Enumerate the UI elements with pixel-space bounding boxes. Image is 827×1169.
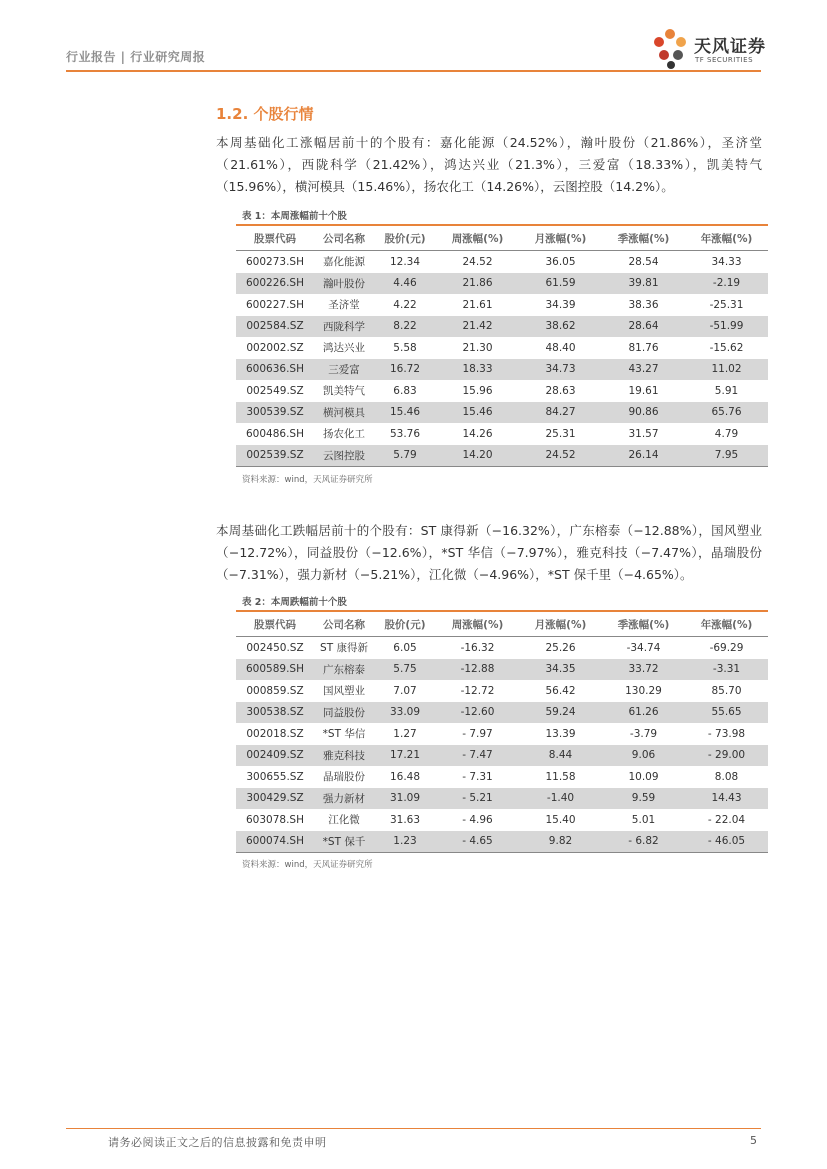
- table-cell: 15.96: [462, 384, 493, 397]
- table-cell: 002409.SZ: [236, 745, 314, 767]
- table-cell: 90.86: [602, 402, 685, 424]
- column-header: 股价(元): [374, 611, 436, 637]
- table-cell: 14.43: [685, 788, 768, 810]
- table-cell: -15.62: [709, 341, 744, 354]
- table-row: [236, 680, 768, 702]
- table-cell: 15.40: [545, 813, 576, 826]
- gainers-table: [236, 224, 768, 467]
- table-cell: - 7.97: [462, 727, 493, 740]
- table-cell: 21.86: [436, 273, 519, 295]
- page-number: 5: [750, 1134, 757, 1147]
- table-row: [236, 445, 768, 467]
- column-header: 月涨幅(%): [519, 225, 602, 251]
- table-cell: 扬农化工: [323, 428, 365, 441]
- table-cell: - 5.21: [436, 788, 519, 810]
- losers-paragraph: 本周基础化工跌幅居前十的个股有：ST 康得新（−16.32%），广东榕泰（−12.88%），国风塑业（−12.72%），同益股份（−12.6%），*ST 华信（−7.97%），雅克科技（−7.47%），晶瑞股份（−7.31%），强力新材（−5.21%），江化微（−4.96%），*ST 保千里（−4.65%）。: [216, 523, 762, 582]
- table-cell: 21.42: [436, 316, 519, 338]
- table-cell: 600273.SH: [246, 255, 304, 268]
- table-row: [236, 745, 768, 767]
- table-cell: - 4.65: [436, 831, 519, 853]
- company-logo: [650, 28, 770, 70]
- table-cell: 600226.SH: [236, 273, 314, 295]
- table-cell: 4.22: [393, 298, 417, 311]
- table-cell: 24.52: [462, 255, 493, 268]
- table1-source: 资料来源：wind，天风证券研究所: [242, 475, 373, 485]
- table-cell: 7.95: [685, 445, 768, 467]
- table-cell: -25.31: [709, 298, 744, 311]
- table-cell: - 73.98: [707, 727, 746, 740]
- table-cell: 云图控股: [314, 445, 374, 467]
- table-cell: 1.27: [393, 727, 417, 740]
- table-cell: 53.76: [389, 427, 421, 440]
- table-row: [236, 766, 768, 788]
- table-cell: 凯美特气: [323, 385, 365, 398]
- table-cell: 9.82: [519, 831, 602, 853]
- table-cell: 16.72: [374, 359, 436, 381]
- table-cell: 33.09: [374, 702, 436, 724]
- table-cell: 国风塑业: [323, 685, 365, 698]
- table-cell: 6.83: [393, 384, 417, 397]
- table-cell: -51.99: [685, 316, 768, 338]
- logo-subtext: TF SECURITIES: [695, 56, 754, 64]
- logo-mark-icon: [650, 28, 690, 70]
- table-cell: 28.63: [545, 384, 576, 397]
- table-cell: - 29.00: [685, 745, 768, 767]
- table-cell: 55.65: [685, 702, 768, 724]
- column-header: 公司名称: [314, 611, 374, 637]
- table-cell: 江化微: [328, 814, 360, 827]
- table-cell: - 7.47: [436, 745, 519, 767]
- table-header-row: [236, 225, 768, 251]
- table-cell: 8.08: [714, 770, 739, 783]
- table-cell: -2.19: [685, 273, 768, 295]
- table-cell: 34.35: [519, 659, 602, 681]
- table-cell: 4.79: [714, 427, 739, 440]
- table-cell: ST 康得新: [320, 642, 368, 655]
- table-row: [236, 294, 768, 316]
- table-cell: 28.54: [628, 255, 659, 268]
- column-header: 周涨幅(%): [436, 225, 519, 251]
- losers-table: [236, 610, 768, 853]
- table-cell: 002549.SZ: [246, 384, 304, 397]
- table-cell: 5.75: [374, 659, 436, 681]
- table-cell: 5.91: [714, 384, 739, 397]
- table-cell: 38.62: [519, 316, 602, 338]
- footer-divider: [66, 1128, 761, 1129]
- table-cell: -12.88: [436, 659, 519, 681]
- table-cell: 21.30: [462, 341, 493, 354]
- table-cell: 38.36: [628, 298, 659, 311]
- column-header: 季涨幅(%): [602, 225, 685, 251]
- table-cell: 28.64: [602, 316, 685, 338]
- table-row: [236, 723, 768, 745]
- table-cell: 12.34: [389, 255, 421, 268]
- table-row: [236, 273, 768, 295]
- table-cell: -3.31: [685, 659, 768, 681]
- table-cell: 14.20: [436, 445, 519, 467]
- table-cell: 15.46: [374, 402, 436, 424]
- table-cell: 5.01: [631, 813, 656, 826]
- table-cell: 11.58: [545, 770, 576, 783]
- table-cell: -69.29: [709, 641, 744, 654]
- table-cell: 14.26: [462, 427, 493, 440]
- table-row: [236, 423, 768, 445]
- table-cell: - 4.96: [462, 813, 493, 826]
- column-header: 公司名称: [314, 225, 374, 251]
- table-cell: 34.33: [711, 255, 742, 268]
- section-title: 1.2. 个股行情: [216, 105, 314, 123]
- table-header-row: [236, 611, 768, 637]
- table-row: [236, 809, 768, 831]
- table-cell: 5.58: [393, 341, 417, 354]
- table-cell: 43.27: [602, 359, 685, 381]
- table-cell: 5.79: [374, 445, 436, 467]
- table-row: [236, 337, 768, 359]
- table-cell: -3.79: [629, 727, 658, 740]
- table-cell: 81.76: [628, 341, 659, 354]
- table-cell: 300538.SZ: [236, 702, 314, 724]
- table-cell: 7.07: [393, 684, 417, 697]
- table-cell: 9.06: [602, 745, 685, 767]
- breadcrumb: 行业报告 | 行业研究周报: [66, 50, 206, 64]
- table-cell: 002002.SZ: [246, 341, 304, 354]
- table-cell: 17.21: [374, 745, 436, 767]
- table-cell: 002018.SZ: [246, 727, 304, 740]
- disclaimer-text: 请务必阅读正文之后的信息披露和免责申明: [108, 1136, 327, 1149]
- column-header: 股价(元): [374, 225, 436, 251]
- logo-text: 天风证券: [694, 37, 766, 57]
- table-cell: 26.14: [602, 445, 685, 467]
- table-cell: -16.32: [460, 641, 495, 654]
- table-cell: 85.70: [711, 684, 742, 697]
- table-cell: 002539.SZ: [236, 445, 314, 467]
- table-cell: 31.63: [389, 813, 421, 826]
- column-header: 年涨幅(%): [685, 611, 768, 637]
- table-cell: 雅克科技: [314, 745, 374, 767]
- gainers-paragraph: 本周基础化工涨幅居前十的个股有：嘉化能源（24.52%），瀚叶股份（21.86%），圣济堂（21.61%），西陇科学（21.42%），鸿达兴业（21.3%），三爱富（18.33%），凯美特气（15.96%），横河模具（15.46%），扬农化工（14.26%），云图控股（14.2%）。: [216, 135, 762, 194]
- table-row: [236, 359, 768, 381]
- table2-source: 资料来源：wind，天风证券研究所: [242, 860, 373, 870]
- table-cell: 广东榕泰: [314, 659, 374, 681]
- table-cell: - 7.31: [462, 770, 493, 783]
- table-cell: 61.59: [519, 273, 602, 295]
- table-cell: 603078.SH: [246, 813, 304, 826]
- table-cell: 600227.SH: [246, 298, 304, 311]
- table-cell: 13.39: [545, 727, 576, 740]
- column-header: 股票代码: [236, 225, 314, 251]
- table-cell: 25.26: [545, 641, 576, 654]
- table-cell: - 6.82: [602, 831, 685, 853]
- column-header: 周涨幅(%): [436, 611, 519, 637]
- table-cell: -12.72: [460, 684, 495, 697]
- table-cell: 61.26: [602, 702, 685, 724]
- table-cell: *ST 华信: [322, 728, 366, 741]
- column-header: 股票代码: [236, 611, 314, 637]
- table-cell: 600486.SH: [246, 427, 304, 440]
- table-cell: 9.59: [602, 788, 685, 810]
- table-cell: 4.46: [374, 273, 436, 295]
- table-cell: -34.74: [626, 641, 661, 654]
- table-cell: - 22.04: [707, 813, 746, 826]
- column-header: 年涨幅(%): [685, 225, 768, 251]
- table-cell: -1.40: [519, 788, 602, 810]
- column-header: 季涨幅(%): [602, 611, 685, 637]
- table-cell: 8.44: [519, 745, 602, 767]
- table-cell: 18.33: [436, 359, 519, 381]
- table1-caption: 表 1：本周涨幅前十个股: [242, 211, 347, 222]
- table-cell: 300539.SZ: [236, 402, 314, 424]
- table-cell: 10.09: [628, 770, 659, 783]
- table-cell: 300655.SZ: [246, 770, 304, 783]
- table-cell: 59.24: [519, 702, 602, 724]
- table-cell: 002584.SZ: [236, 316, 314, 338]
- table-row: [236, 637, 768, 659]
- table-cell: - 46.05: [685, 831, 768, 853]
- table-cell: 31.57: [628, 427, 659, 440]
- table-cell: 34.39: [545, 298, 576, 311]
- table-cell: 16.48: [389, 770, 421, 783]
- table-cell: 19.61: [628, 384, 659, 397]
- column-header: 月涨幅(%): [519, 611, 602, 637]
- table-row: [236, 788, 768, 810]
- table-cell: 600074.SH: [236, 831, 314, 853]
- table-cell: 600589.SH: [236, 659, 314, 681]
- table-row: [236, 316, 768, 338]
- table-cell: 600636.SH: [236, 359, 314, 381]
- table-cell: 56.42: [545, 684, 576, 697]
- table-row: [236, 251, 768, 273]
- table-cell: 晶瑞股份: [323, 771, 365, 784]
- table-cell: 21.61: [462, 298, 493, 311]
- table-row: [236, 831, 768, 853]
- table-cell: 鸿达兴业: [323, 342, 365, 355]
- table-cell: 6.05: [393, 641, 417, 654]
- table-cell: 横河模具: [314, 402, 374, 424]
- table-cell: 圣济堂: [328, 299, 360, 312]
- table-row: [236, 380, 768, 402]
- table-cell: 130.29: [625, 684, 662, 697]
- header-divider: [66, 70, 761, 72]
- table-cell: *ST 保千: [314, 831, 374, 853]
- table-cell: 25.31: [545, 427, 576, 440]
- table-cell: 33.72: [602, 659, 685, 681]
- table-cell: 39.81: [602, 273, 685, 295]
- table-cell: -12.60: [436, 702, 519, 724]
- table-row: [236, 659, 768, 681]
- table-row: [236, 402, 768, 424]
- table-cell: 15.46: [436, 402, 519, 424]
- table-row: [236, 702, 768, 724]
- table2-caption: 表 2：本周跌幅前十个股: [242, 597, 347, 608]
- table-cell: 31.09: [374, 788, 436, 810]
- table-cell: 西陇科学: [314, 316, 374, 338]
- table-cell: 三爱富: [314, 359, 374, 381]
- table-cell: 强力新材: [314, 788, 374, 810]
- table-cell: 1.23: [374, 831, 436, 853]
- table-cell: 65.76: [685, 402, 768, 424]
- table-cell: 11.02: [685, 359, 768, 381]
- table-cell: 48.40: [545, 341, 576, 354]
- table-cell: 002450.SZ: [246, 641, 304, 654]
- table-cell: 84.27: [519, 402, 602, 424]
- table-cell: 8.22: [374, 316, 436, 338]
- table-cell: 同益股份: [314, 702, 374, 724]
- table-cell: 36.05: [545, 255, 576, 268]
- table-cell: 瀚叶股份: [314, 273, 374, 295]
- table-cell: 300429.SZ: [236, 788, 314, 810]
- table-cell: 000859.SZ: [246, 684, 304, 697]
- table-cell: 24.52: [519, 445, 602, 467]
- table-cell: 嘉化能源: [323, 256, 365, 269]
- table-cell: 34.73: [519, 359, 602, 381]
